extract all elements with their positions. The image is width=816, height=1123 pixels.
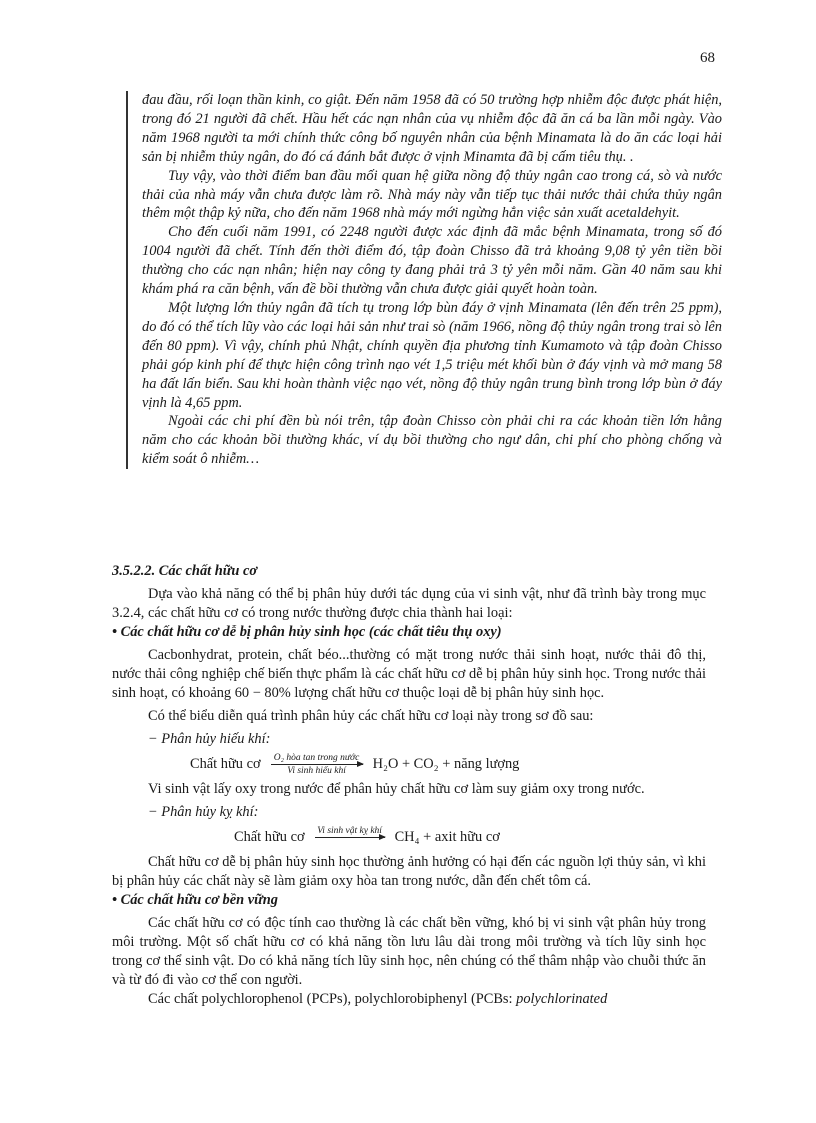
aerobic-products: H₂O + CO₂ + năng lượng (372, 756, 520, 772)
quote-paragraph-4: Một lượng lớn thủy ngân đã tích tụ trong lớp bùn đáy ở vịnh Minamata (lên đến trên 25 ppm), do đó có thể tích lũy vào các loại hải sản như trai sò (năm 1966, nồng độ thủy ngân trong trai sò lên đến 80 ppm). Vì vậy, chính phủ Nhật, chính quyền địa phương tỉnh Kumamoto và tập đoàn Chisso phải góp kinh phí để thực hiện công trình nạo vét 1,5 triệu mét khối bùn ở đáy vịnh và mở mang 58 ha đất lấn biển. Sau khi hoàn thành việc nạo vét, nồng độ thủy ngân trung bình trong lớp bùn ở đáy vịnh là 4,65 ppm. (142, 299, 722, 411)
aerobic-arrow-above: O₂ hòa tan trong nước (273, 753, 360, 763)
section-heading: 3.5.2.2. Các chất hữu cơ (112, 563, 258, 579)
persistent-paragraph-1: Các chất hữu cơ có độc tính cao thường là các chất bền vững, khó bị vi sinh vật phân hủy trong môi trường. Một số chất hữu cơ có khả năng tồn lưu lâu dài trong môi trường và tích lũy sinh học trong cơ thể sinh vật. Do có khả năng tích lũy sinh học, nên chúng có thể thâm nhập vào chuỗi thức ăn và từ đó đi vào cơ thể con người. (112, 915, 706, 988)
quote-paragraph-5: Ngoài các chi phí đền bù nói trên, tập đoàn Chisso còn phải chi ra các khoản tiền lớn hằng năm cho các khoản bồi thường khác, ví dụ bồi thường cho ngư dân, chi phí cho phòng chống và kiểm soát ô nhiễm… (142, 413, 722, 468)
page-number: 68 (700, 50, 715, 66)
aerobic-label: − Phân hủy hiếu khí: (148, 731, 271, 747)
aerobic-reactant: Chất hữu cơ (190, 756, 261, 772)
quoted-case-study (126, 91, 722, 469)
aerobic-equation (112, 753, 706, 776)
anaerobic-arrow-above: Vi sinh vật kỵ khí (317, 826, 382, 836)
quote-paragraph-3: Cho đến cuối năm 1991, có 2248 người được xác định đã mắc bệnh Minamata, trong số đó 1004 người đã chết. Tính đến thời điểm đó, tập đoàn Chisso đã trả khoảng 9,08 tỷ yên tiền bồi thường cho các nạn nhân; hiện nay công ty đang phải trả 3 tỷ yên mỗi năm. Gần 40 năm sau khi khám phá ra căn bệnh, vấn đề bồi thường vẫn chưa được giải quyết hoàn toàn. (142, 224, 722, 298)
bullet-heading-persistent: • Các chất hữu cơ bền vững (112, 892, 278, 908)
persistent-paragraph-2 (112, 990, 706, 1009)
main-text (112, 560, 706, 1009)
biodegradable-paragraph-4: Chất hữu cơ dễ bị phân hủy sinh học thường ảnh hưởng có hại đến các nguồn lợi thủy sản, vì khi bị phân hủy các chất này sẽ làm giảm oxy hòa tan trong nước, dẫn đến chết tôm cá. (112, 854, 706, 889)
reaction-arrow-icon (271, 764, 363, 765)
quote-paragraph-2: Tuy vậy, vào thời điểm ban đầu mối quan hệ giữa nồng độ thủy ngân cao trong cá, sò và nước thải của nhà máy vẫn chưa được làm rõ. Nhà máy này vẫn tiếp tục thải nước thải chứa thủy ngân thêm một thập kỷ nữa, cho đến năm 1968 nhà máy mới ngừng hẳn việc sản xuất acetaldehyit. (142, 167, 722, 222)
aerobic-arrow (271, 753, 363, 776)
persistent-paragraph-2-text: Các chất polychlorophenol (PCPs), polychlorobiphenyl (PCBs: (148, 991, 517, 1007)
reaction-arrow-icon (315, 837, 385, 838)
biodegradable-paragraph-3: Vi sinh vật lấy oxy trong nước để phân hủy chất hữu cơ làm suy giảm oxy trong nước. (148, 781, 645, 797)
anaerobic-products: CH₄ + axit hữu cơ (394, 829, 500, 845)
aerobic-arrow-below: Vi sinh hiếu khí (287, 766, 346, 776)
anaerobic-arrow (315, 826, 385, 849)
anaerobic-reactant: Chất hữu cơ (234, 829, 305, 845)
biodegradable-paragraph-1: Cacbonhydrat, protein, chất béo...thường có mặt trong nước thải sinh hoạt, nước thải đô thị, nước thải công nghiệp chế biến thực phẩm là các chất hữu cơ dễ bị phân hủy sinh học. Trong nước thải sinh hoạt, có khoảng 60 − 80% lượng chất hữu cơ thuộc loại dễ bị phân hủy sinh học. (112, 647, 706, 701)
intro-paragraph: Dựa vào khả năng có thể bị phân hủy dưới tác dụng của vi sinh vật, như đã trình bày trong mục 3.2.4, các chất hữu cơ có trong nước thường được chia thành hai loại: (112, 586, 706, 621)
bullet-heading-biodegradable: • Các chất hữu cơ dễ bị phân hủy sinh học (các chất tiêu thụ oxy) (112, 624, 502, 640)
anaerobic-equation (112, 826, 706, 849)
quote-paragraph-1: đau đầu, rối loạn thần kinh, co giật. Đến năm 1958 đã có 50 trường hợp nhiễm độc được phát hiện, trong đó 21 người đã chết. Hầu hết các nạn nhân của vụ nhiễm độc đã ăn cá ba lần mỗi ngày. Vào năm 1968 người ta mới chính thức công bố nguyên nhân của bệnh Minamata là do ăn các loại hải sản bị nhiễm thủy ngân, do đó cá đánh bắt được ở vịnh Minamta đã bị cấm tiêu thụ. . (142, 92, 722, 165)
biodegradable-paragraph-2: Có thể biểu diễn quá trình phân hủy các chất hữu cơ loại này trong sơ đồ sau: (148, 708, 594, 724)
persistent-paragraph-2-italic: polychlorinated (516, 991, 608, 1007)
anaerobic-label: − Phân hủy kỵ khí: (148, 804, 259, 820)
